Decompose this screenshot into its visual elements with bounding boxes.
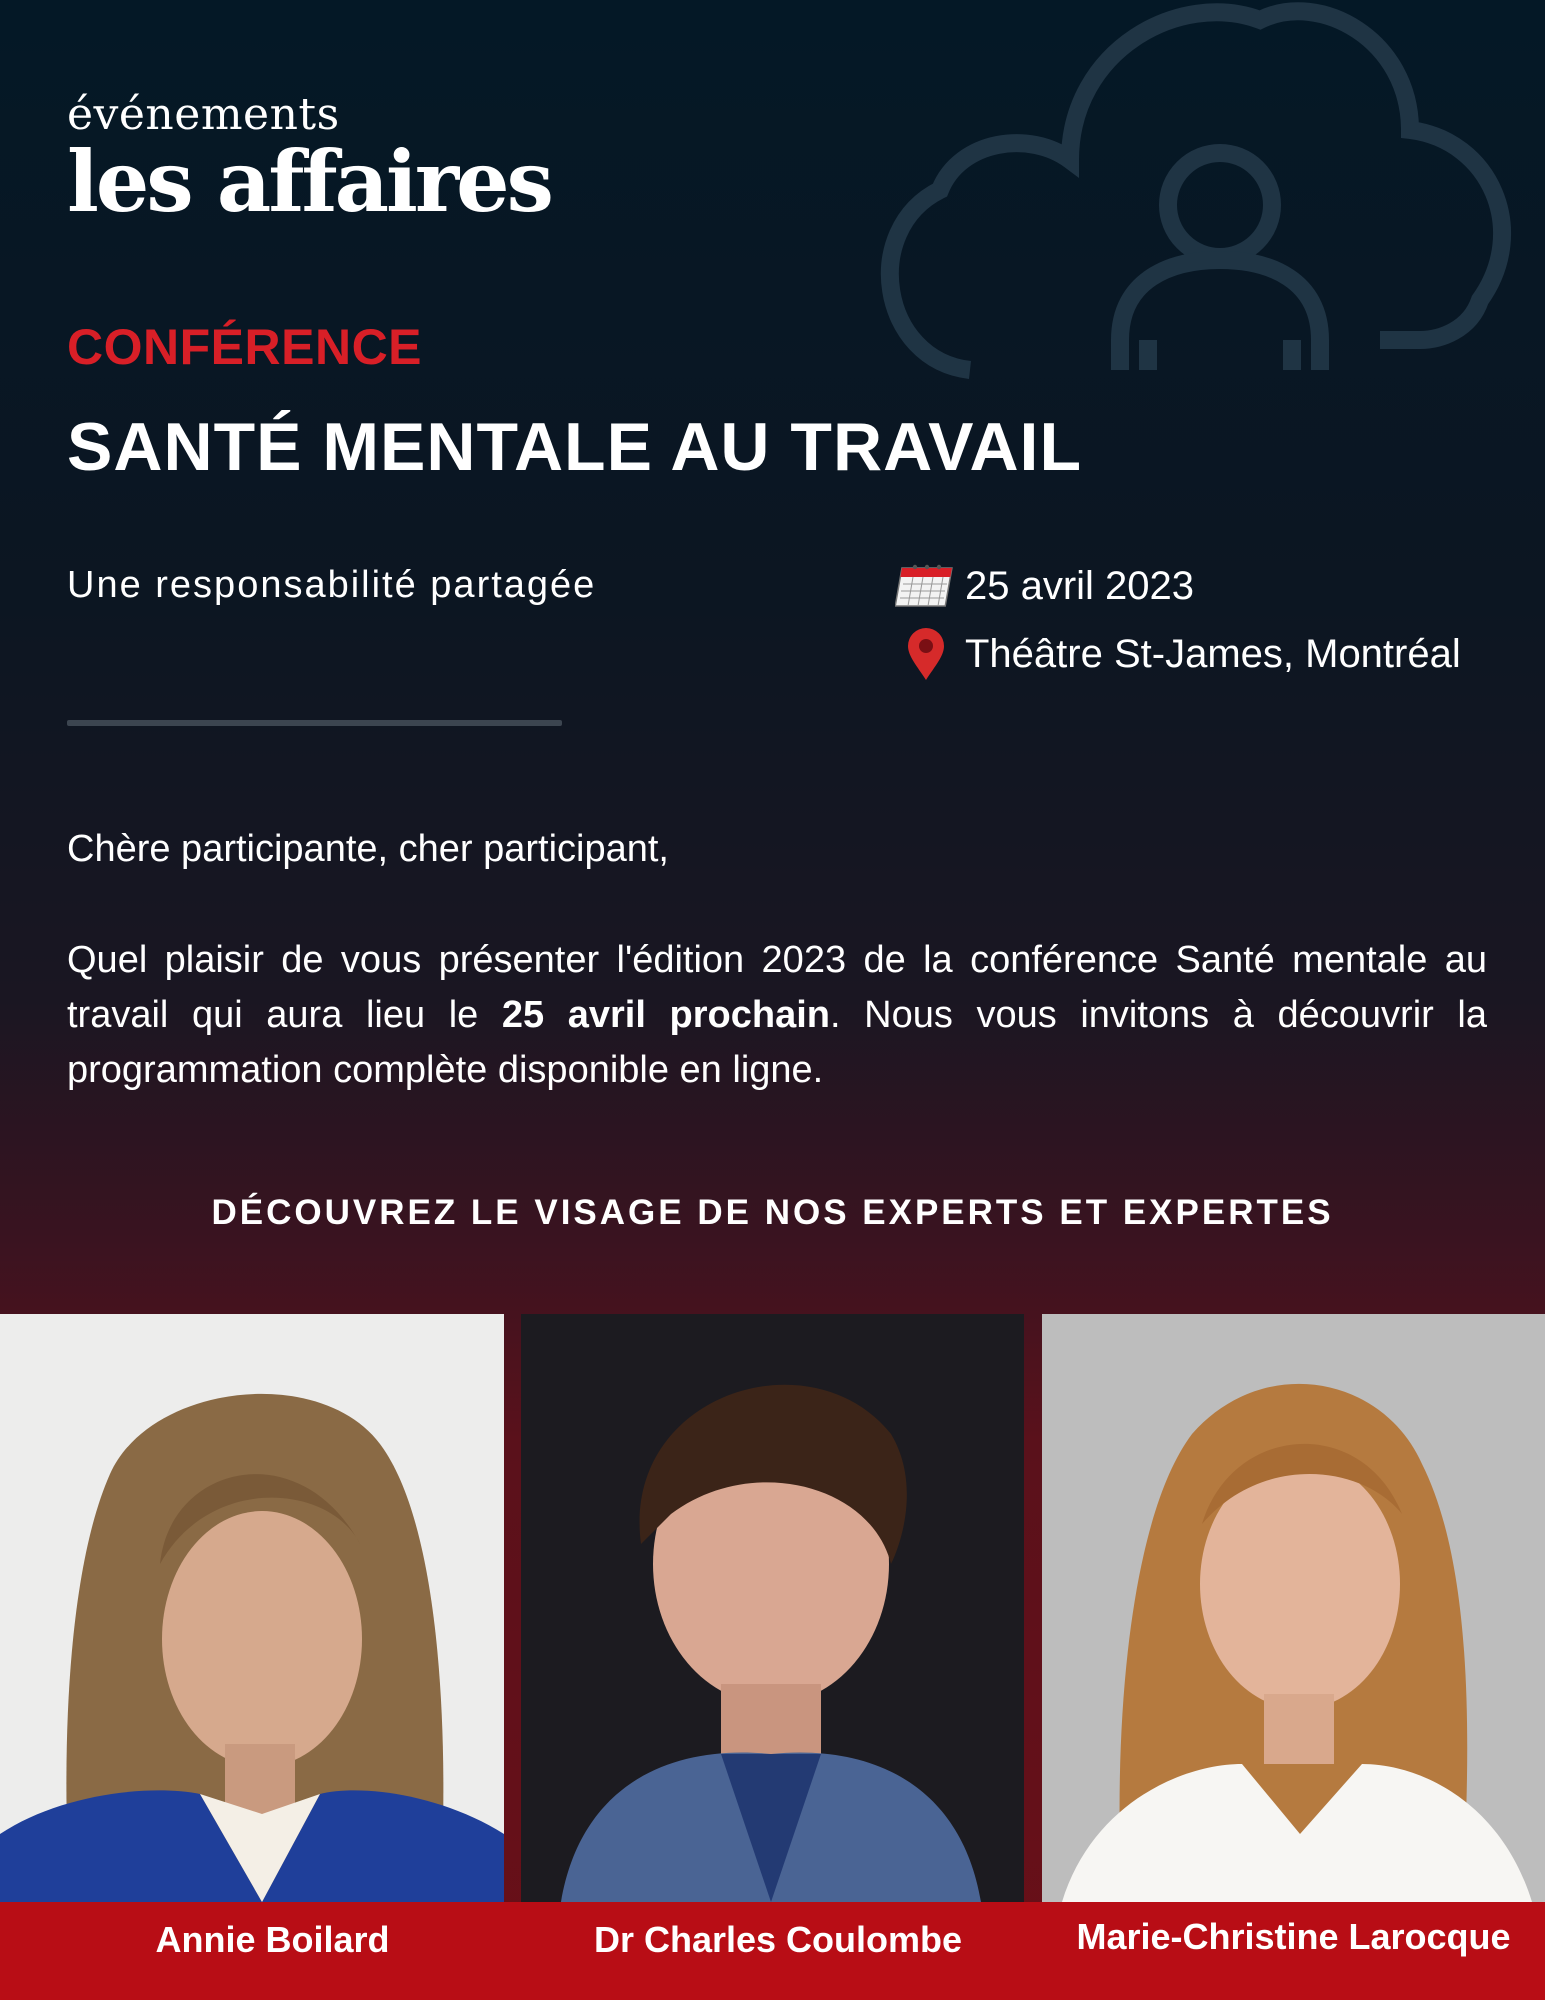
event-date: 25 avril 2023: [965, 563, 1195, 608]
brand-logo-line2: les affaires: [67, 132, 551, 231]
brand-logo-line1: événements: [67, 89, 340, 140]
brand-logo: [67, 89, 551, 231]
event-kicker: CONFÉRENCE: [67, 319, 423, 375]
letter-paragraph: [67, 933, 1487, 1098]
expert-name: Annie Boilard: [155, 1919, 390, 1960]
expert-photo-marie-christine-larocque: [1042, 1314, 1545, 1902]
section-divider: [67, 720, 562, 726]
experts-heading: DÉCOUVREZ LE VISAGE DE NOS EXPERTS ET EXPERTES: [211, 1193, 1334, 1232]
event-location-row: [895, 628, 1461, 680]
event-location: Théâtre St-James, Montréal: [965, 631, 1461, 676]
map-pin-icon: [895, 628, 961, 680]
letter-paragraph-end: . Nous vous invitons à découvrir la programmation complète disponible en ligne.: [67, 994, 1487, 1091]
expert-name: Marie-Christine Larocque: [1076, 1916, 1511, 1957]
calendar-icon: [895, 560, 961, 612]
expert-name: Dr Charles Coulombe: [593, 1919, 963, 1960]
expert-photo-annie-boilard: [0, 1314, 504, 1902]
event-subtitle: Une responsabilité partagée: [67, 564, 597, 606]
event-title: SANTÉ MENTALE AU TRAVAIL: [67, 409, 1082, 485]
expert-photo-charles-coulombe: [521, 1314, 1024, 1902]
letter-paragraph-start: Quel plaisir de vous présenter l'édition 2023 de la conférence Santé mentale au travail qui aura lieu le: [67, 939, 1487, 1036]
letter-greeting: Chère participante, cher participant,: [67, 828, 669, 870]
event-date-row: [895, 560, 1194, 612]
letter-paragraph-date: 25 avril prochain: [501, 994, 830, 1036]
